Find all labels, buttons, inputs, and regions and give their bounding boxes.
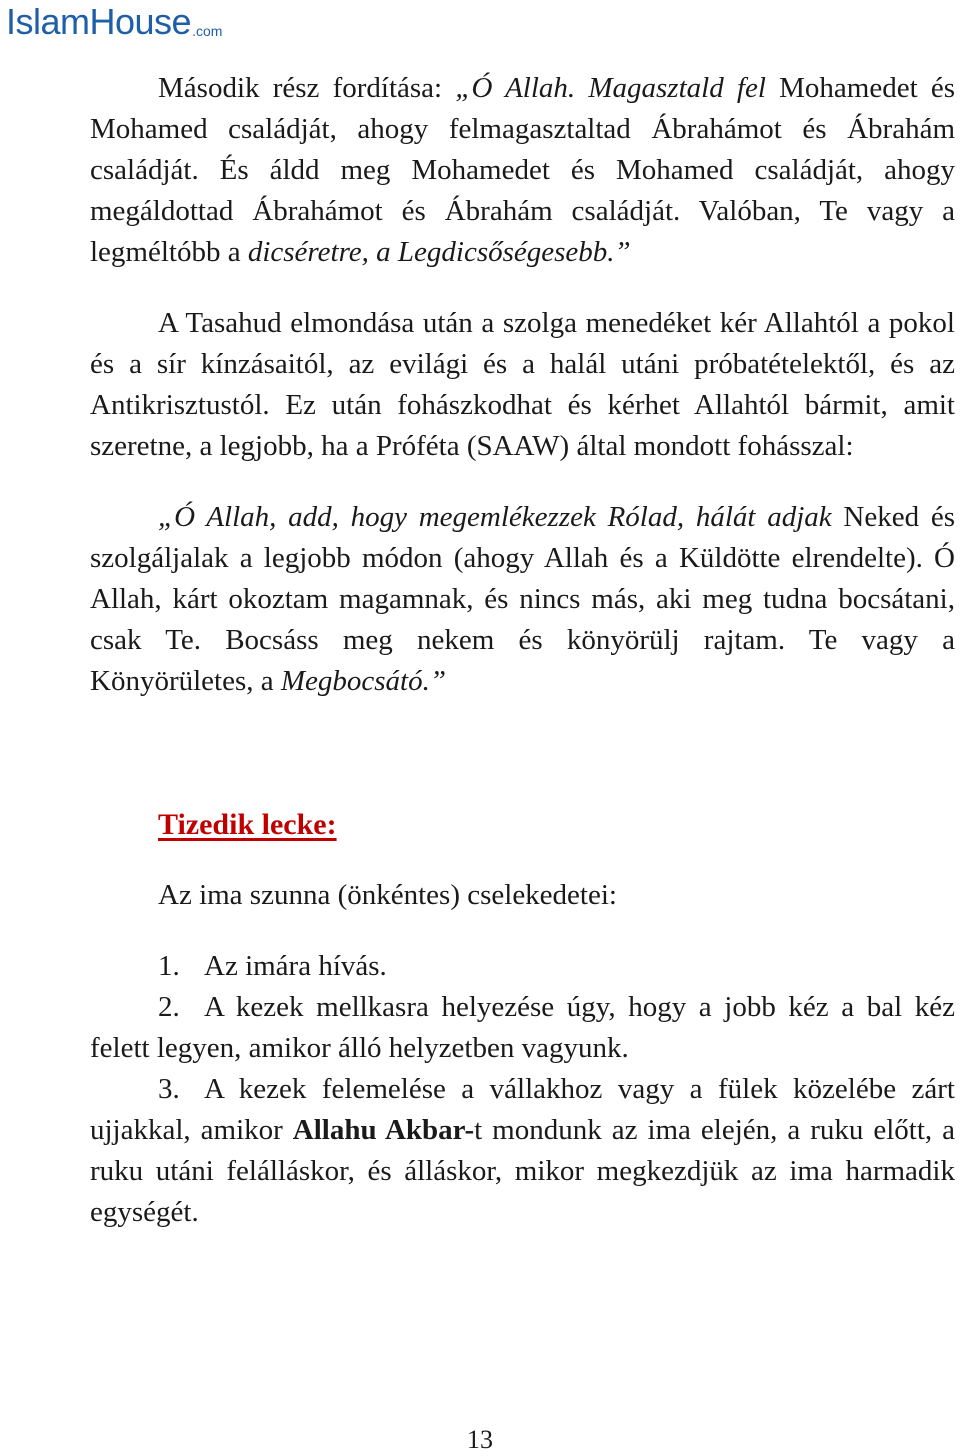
- spacer: [90, 467, 955, 497]
- spacer: [90, 273, 955, 303]
- page-number: 13: [467, 1425, 493, 1454]
- paragraph-tasahud: A Tasahud elmondása után a szolga menedéket kér Allahtól a pokol és a sír kínzásaitól, az evilági és a halál utáni próbatételektől, és az Antikrisztustól. Ez után fohászkodhat és kérhet Allahtól bármit, amit szeretne, a legjobb, ha a Próféta (SAAW) által mondott fohásszal:: [90, 307, 955, 462]
- paragraph-lead: Második rész fordítása:: [158, 72, 456, 104]
- list-item: [90, 946, 955, 987]
- spacer: [90, 845, 955, 875]
- prayer-quote-start: „Ó Allah. Magasztald fel: [455, 72, 766, 104]
- lesson-title: Tizedik lecke:: [158, 808, 337, 841]
- paragraph-second-part-translation: [90, 68, 955, 273]
- supplication-body: Neked és szolgáljalak a legjobb módon (ahogy Allah és a Küldötte elrendelte). Ó Allah, kárt okoztam magamnak, és nincs más, aki meg tudna bocsátani, csak Te. Bocsáss meg nekem és könyörülj rajtam. Te vagy a Könyörületes, a: [90, 501, 955, 697]
- list-text: A kezek felemelése a vállakhoz vagy a fülek közelébe zárt ujjakkal, amikor: [90, 1073, 955, 1146]
- list-number: 2.: [158, 991, 180, 1023]
- list-number: 3.: [158, 1073, 180, 1105]
- spacer: [90, 916, 955, 946]
- list-text: Az imára hívás.: [204, 950, 387, 982]
- list-item: [90, 1069, 955, 1233]
- logo-suffix: .com: [192, 23, 223, 39]
- list-text-bold: Allahu Akbar-: [292, 1114, 475, 1146]
- supplication-end: Megbocsátó.”: [280, 665, 446, 697]
- list-text: A kezek mellkasra helyezése úgy, hogy a jobb kéz a bal kéz felett legyen, amikor álló helyzetben vagyunk.: [90, 991, 955, 1064]
- list-item: [90, 987, 955, 1069]
- islamhouse-logo: [6, 2, 222, 42]
- list-number: 1.: [158, 950, 180, 982]
- lesson-subtitle: Az ima szunna (önkéntes) cselekedetei:: [158, 879, 617, 911]
- paragraph-supplication: [90, 497, 955, 702]
- list-text: t mondunk az ima elején, a ruku előtt, a ruku utáni felálláskor, és álláskor, mikor megkezdjük az ima harmadik egységét.: [90, 1114, 956, 1228]
- prayer-quote-body: Mohamedet és Mohamed családját, ahogy felmagasztaltad Ábrahámot és Ábrahám családját. És áldd meg Mohamedet és Mohamed családját, ahogy megáldottad Ábrahámot és Ábrahám családját. Valóban, Te vagy a legméltóbb a: [90, 72, 956, 268]
- page-body: [90, 68, 955, 1233]
- logo-text: IslamHouse: [6, 1, 192, 42]
- prayer-quote-end: dicséretre, a Legdicsőségesebb.”: [247, 236, 631, 268]
- spacer: [90, 702, 955, 804]
- supplication-start: „Ó Allah, add, hogy megemlékezzek Rólad, hálát adjak: [158, 501, 832, 533]
